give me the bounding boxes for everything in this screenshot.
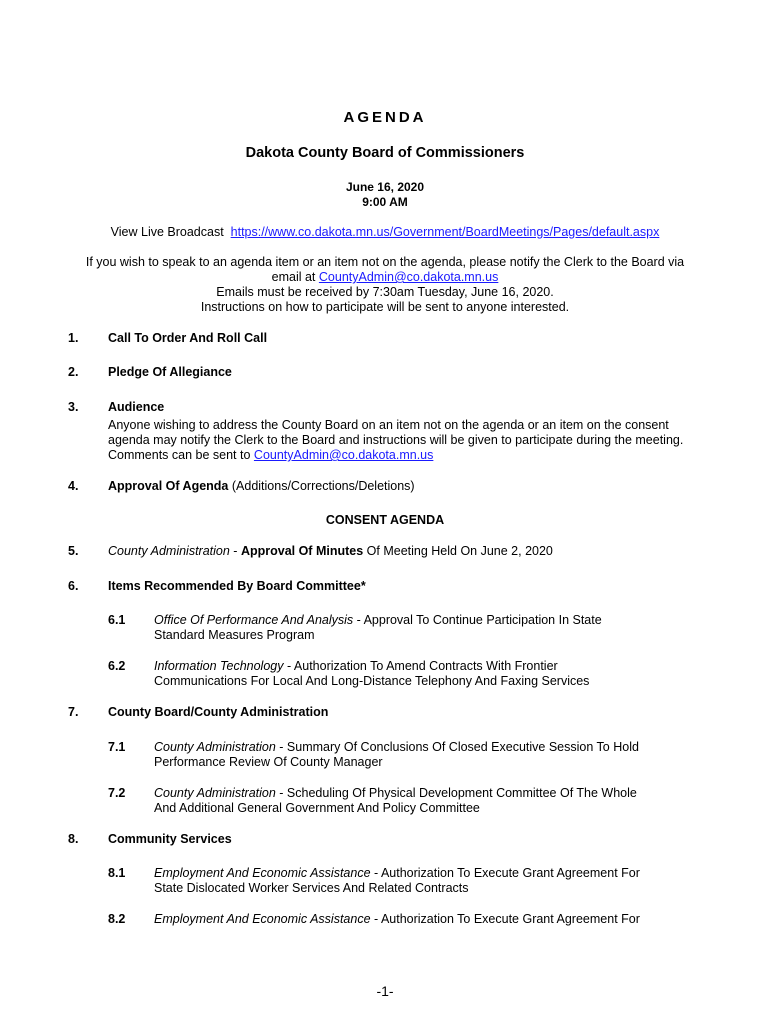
item-number: 8. xyxy=(68,832,79,846)
subitem-number: 7.1 xyxy=(108,740,126,754)
subitem-line-2: Performance Review Of County Manager xyxy=(154,755,383,769)
item-number: 4. xyxy=(68,479,79,493)
subitem-text: - Approval To Continue Participation In State xyxy=(353,613,602,627)
subitem-number: 8.2 xyxy=(108,912,126,926)
item-number: 2. xyxy=(68,365,79,379)
subitem-department: County Administration xyxy=(154,740,276,754)
audience-email-link[interactable]: CountyAdmin@co.dakota.mn.us xyxy=(253,448,434,462)
item-number: 3. xyxy=(68,400,79,414)
notice-line-1: If you wish to speak to an agenda item or an item not on the agenda, please notify the Clerk to the Board via xyxy=(85,255,685,269)
meeting-time: 9:00 AM xyxy=(362,195,408,209)
subitem-line-1 xyxy=(154,613,674,628)
item-number: 1. xyxy=(68,331,79,345)
broadcast-line xyxy=(0,225,770,240)
subitem-line-2: Communications For Local And Long-Distance Telephony And Faxing Services xyxy=(154,674,590,688)
item-suffix: Of Meeting Held On June 2, 2020 xyxy=(366,544,553,558)
consent-agenda-heading: CONSENT AGENDA xyxy=(325,513,445,527)
broadcast-label: View Live Broadcast xyxy=(110,225,224,239)
agenda-title: AGENDA xyxy=(343,109,427,126)
subitem-line-1 xyxy=(154,740,674,755)
item-title: Approval Of Minutes xyxy=(240,544,364,558)
item-title: Items Recommended By Board Committee* xyxy=(108,579,366,593)
item-number: 7. xyxy=(68,705,79,719)
subitem-text: - Scheduling Of Physical Development Committee Of The Whole xyxy=(275,786,637,800)
subitem-text: - Authorization To Execute Grant Agreement For xyxy=(370,912,640,926)
item-title: County Board/County Administration xyxy=(108,705,329,719)
subitem-line-2: And Additional General Government And Policy Committee xyxy=(154,801,480,815)
audience-email-prefix: Comments can be sent to xyxy=(108,448,251,462)
item-number: 5. xyxy=(68,544,79,558)
notice-line-2 xyxy=(0,270,770,285)
notice-email-link[interactable]: CountyAdmin@co.dakota.mn.us xyxy=(318,270,499,284)
board-name: Dakota County Board of Commissioners xyxy=(245,145,525,161)
item-title: Audience xyxy=(108,400,165,414)
subitem-department: Employment And Economic Assistance xyxy=(154,912,371,926)
subitem-department: Employment And Economic Assistance xyxy=(154,866,371,880)
subitem-number: 8.1 xyxy=(108,866,126,880)
item-separator: - xyxy=(229,544,241,558)
subitem-line-1 xyxy=(154,866,674,881)
broadcast-link[interactable]: https://www.co.dakota.mn.us/Government/BoardMeetings/Pages/default.aspx xyxy=(230,225,660,239)
item-line xyxy=(108,479,708,494)
subitem-line-1 xyxy=(154,786,674,801)
item-line xyxy=(108,544,708,559)
subitem-number: 6.1 xyxy=(108,613,126,627)
item-suffix: (Additions/Corrections/Deletions) xyxy=(231,479,415,493)
subitem-text: - Summary Of Conclusions Of Closed Executive Session To Hold xyxy=(275,740,639,754)
subitem-number: 7.2 xyxy=(108,786,126,800)
notice-line-3: Emails must be received by 7:30am Tuesday, June 16, 2020. xyxy=(216,285,554,299)
audience-body-line-1: Anyone wishing to address the County Board on an item not on the agenda or an item on the consent xyxy=(108,418,669,432)
subitem-department: County Administration xyxy=(154,786,276,800)
subitem-number: 6.2 xyxy=(108,659,126,673)
subitem-line-2: State Dislocated Worker Services And Related Contracts xyxy=(154,881,469,895)
subitem-department: Information Technology xyxy=(154,659,284,673)
item-department: County Administration xyxy=(108,544,230,558)
audience-body-line-3 xyxy=(108,448,708,463)
page-number: -1- xyxy=(376,983,394,999)
item-title: Call To Order And Roll Call xyxy=(108,331,268,345)
subitem-department: Office Of Performance And Analysis xyxy=(154,613,354,627)
meeting-date: June 16, 2020 xyxy=(345,180,425,194)
subitem-line-2: Standard Measures Program xyxy=(154,628,315,642)
subitem-text: - Authorization To Amend Contracts With Frontier xyxy=(283,659,558,673)
subitem-line-1 xyxy=(154,659,674,674)
item-title: Pledge Of Allegiance xyxy=(108,365,232,379)
item-number: 6. xyxy=(68,579,79,593)
audience-body-line-2: agenda may notify the Clerk to the Board and instructions will be given to participate during the meeting. xyxy=(108,433,684,447)
subitem-text: - Authorization To Execute Grant Agreement For xyxy=(370,866,640,880)
subitem-line-1 xyxy=(154,912,674,927)
item-title: Community Services xyxy=(108,832,232,846)
item-title: Approval Of Agenda xyxy=(108,479,229,493)
notice-email-prefix: email at xyxy=(271,270,316,284)
notice-line-4: Instructions on how to participate will be sent to anyone interested. xyxy=(200,300,570,314)
